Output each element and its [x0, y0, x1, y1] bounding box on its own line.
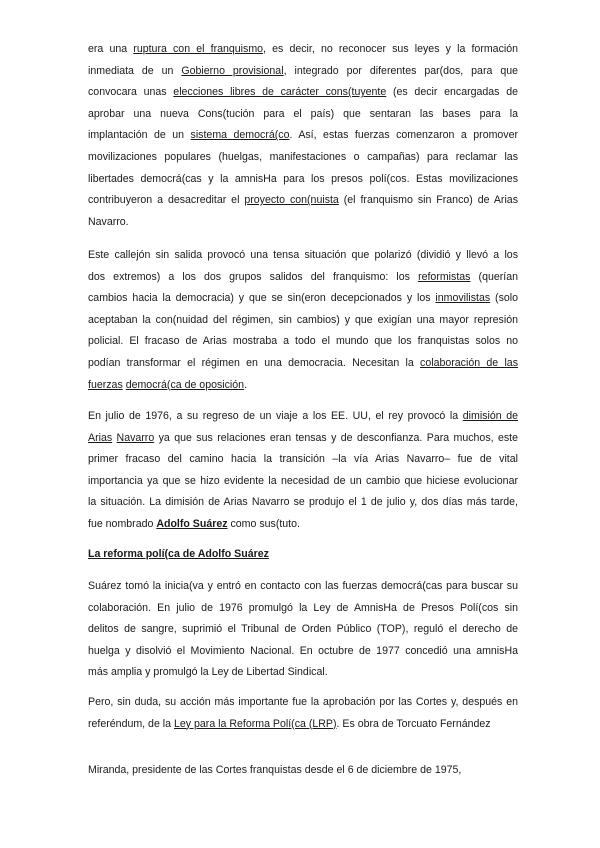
text-run: movilizaciones populares (huelgas, manifestaciones o campañas) para reclamar las: [88, 150, 518, 163]
underlined-term: colaboración de las: [420, 356, 518, 369]
text-line: [88, 449, 518, 471]
underlined-term: democrá(ca de oposición: [125, 378, 245, 391]
text-line: [88, 245, 518, 267]
text-line: [88, 104, 518, 126]
text-run: aceptaban la con(nuidad del régimen, sin cambios) y que exigían una mayor represión: [88, 313, 518, 326]
underlined-term: fuerzas: [88, 378, 123, 391]
underlined-term: sistema democrá(co: [190, 129, 290, 142]
text-run: . Es obra de Torcuato Fernández: [336, 717, 491, 730]
text-run: . Así, estas fuerzas comenzaron a promover: [289, 129, 519, 142]
paragraph-dimision: [88, 406, 518, 536]
text-line: [88, 82, 518, 104]
text-run: .: [244, 378, 248, 391]
text-line: [88, 760, 518, 782]
text-line: [88, 288, 518, 310]
text-line: [88, 714, 518, 736]
text-run: Pero, sin duda, su acción más importante fue la aprobación por las Cortes y, después en: [88, 696, 518, 708]
text-line: [88, 692, 518, 714]
text-line: [88, 331, 518, 353]
text-line: [88, 492, 518, 514]
text-line: [88, 471, 518, 493]
underlined-term: Adolfo Suárez: [156, 517, 228, 530]
text-line: [88, 212, 518, 234]
text-line: [88, 61, 518, 83]
text-line: [88, 310, 518, 332]
text-run: En julio de 1976, a su regreso de un viaje a los EE. UU, el rey provocó la: [88, 410, 463, 422]
text-run: contribuyeron a desacreditar el: [88, 194, 245, 207]
text-line: [88, 544, 518, 566]
underlined-term: Navarro: [116, 431, 155, 444]
text-run: aprobar una nueva Cons(tución para el país) que sentaran las bases para la: [88, 107, 518, 120]
text-run: (querían: [470, 270, 519, 283]
text-run: Miranda, presidente de las Cortes franquistas desde el 6 de diciembre de 1975,: [88, 764, 462, 776]
section-heading: [88, 544, 518, 566]
text-run: implantación de un: [88, 129, 191, 142]
underlined-term: inmovilistas: [435, 292, 491, 305]
text-run: delitos de sangre, suprimió el Tribunal de Orden Público (TOP), reguló el derecho de: [88, 623, 518, 636]
text-run: dos extremos) a los dos grupos salidos del franquismo: los: [88, 270, 419, 283]
text-line: [88, 125, 518, 147]
paragraph-callejon: [88, 245, 518, 396]
text-run: Este callejón sin salida provocó una tensa situación que polarizó (dividió y llevó a los: [88, 249, 518, 261]
underlined-term: Arias: [88, 431, 113, 444]
text-run: (es decir encargadas de: [386, 86, 518, 99]
text-run: cambios hacia la democracia) y que se sin(eron decepcionados y los: [88, 292, 436, 305]
paragraph-suarez: [88, 576, 518, 684]
text-line: [88, 619, 518, 641]
text-run: era una: [88, 43, 134, 55]
text-line: [88, 267, 518, 289]
underlined-term: ruptura con el franquismo: [133, 43, 264, 55]
text-line: [88, 353, 518, 375]
text-line: [88, 406, 518, 428]
text-line: [88, 428, 518, 450]
text-line: [88, 641, 518, 663]
underlined-term: La reforma polí(ca de Adolfo Suárez: [88, 548, 269, 560]
text-line: [88, 375, 518, 397]
text-run: (solo: [490, 292, 519, 305]
text-run: , integrado por diferentes par(dos, para que: [283, 64, 518, 77]
text-run: policial. El fracaso de Arias mostraba a todo el mundo que los franquistas solos no: [88, 335, 518, 348]
text-run: colaboración. En julio de 1976 promulgó la Ley de AmnisHa de Presos Polí(cos sin: [88, 601, 518, 614]
text-line: [88, 147, 518, 169]
text-run: como sus(tuto.: [227, 517, 300, 530]
underlined-term: elecciones libres de carácter cons(tuyente: [173, 86, 387, 99]
text-run: libertades democrá(cas y la amnisHa para los presos polí(cos. Estas movilizaciones: [88, 172, 518, 185]
text-run: Suárez tomó la inicia(va y entró en contacto con las fuerzas democrá(cas para buscar su: [88, 580, 518, 592]
text-line: [88, 576, 518, 598]
text-line: [88, 190, 518, 212]
text-run: huelga y disolvió el Movimiento Nacional. En octubre de 1977 concedió una amnisHa: [88, 644, 518, 657]
text-run: Navarro.: [88, 215, 129, 228]
text-run: referéndum, de la: [88, 717, 174, 730]
text-line: [88, 514, 518, 536]
underlined-term: dimisión de: [462, 410, 518, 422]
underlined-term: Gobierno provisional: [181, 64, 284, 77]
text-run: convocara unas: [88, 86, 174, 99]
text-run: ya que sus relaciones eran tensas y de desconfianza. Para muchos, este: [154, 431, 518, 444]
text-run: primer fracaso del camino hacia la transición –la vía Arias Navarro– fue de vital: [88, 453, 518, 466]
text-line: [88, 169, 518, 191]
text-run: (el franquismo sin Franco) de Arias: [338, 194, 518, 207]
text-run: , es decir, no reconocer sus leyes y la formación: [263, 43, 518, 55]
text-run: la situación. La dimisión de Arias Navarro se produjo el 1 de julio y, dos días más tarde,: [88, 496, 518, 509]
underlined-term: reformistas: [418, 270, 471, 283]
text-run: podían transformar el régimen en una democracia. Necesitan la: [88, 356, 421, 369]
paragraph-ruptura: [88, 39, 518, 233]
text-run: importancia ya que se hizo evidente la necesidad de un cambio que hiciese evolucionar: [88, 474, 518, 487]
paragraph-reforma: [88, 692, 518, 735]
text-run: inmediata de un: [88, 64, 182, 77]
text-line: [88, 39, 518, 61]
paragraph-miranda: [88, 760, 518, 782]
text-run: fue nombrado: [88, 517, 157, 530]
text-run: más amplia y promulgó la Ley de Libertad Sindical.: [88, 666, 328, 679]
text-line: [88, 662, 518, 684]
underlined-term: proyecto con(nuista: [244, 194, 339, 207]
underlined-term: Ley para la Reforma Polí(ca (LRP): [173, 717, 337, 730]
text-line: [88, 598, 518, 620]
